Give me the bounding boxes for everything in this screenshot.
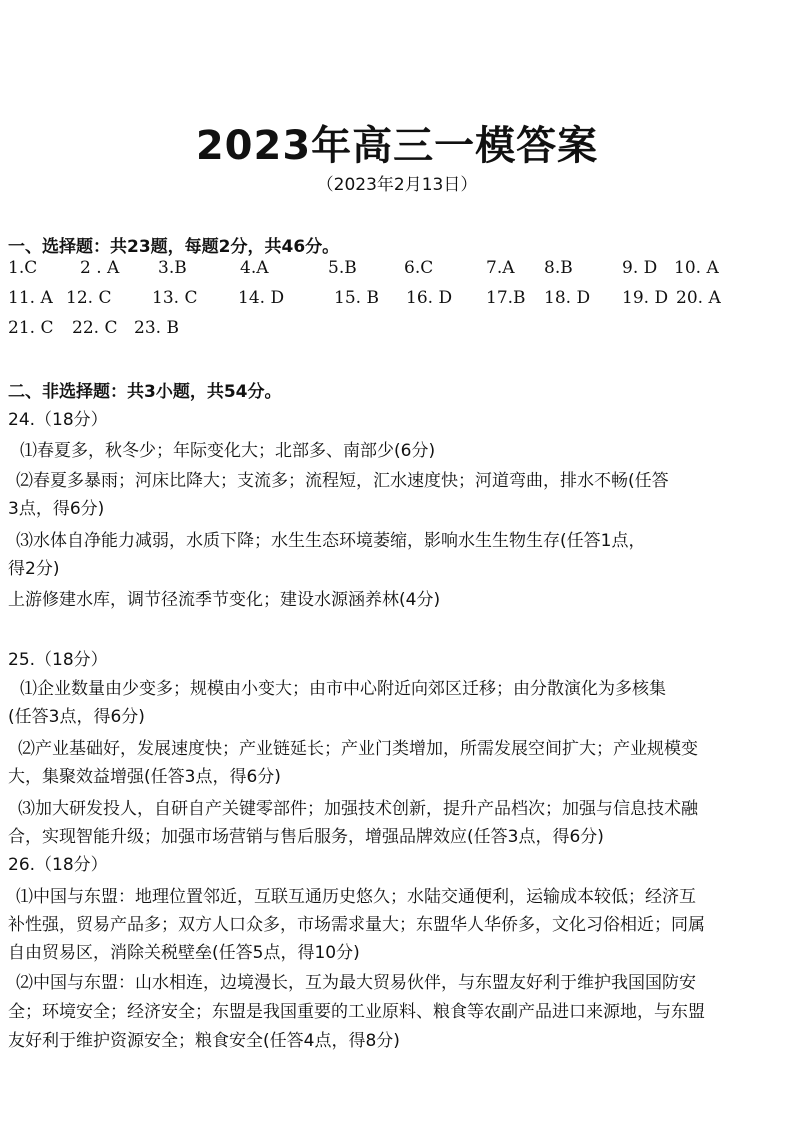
q25-part3-line2: 合，实现智能升级；加强市场营销与售后服务，增强品牌效应(任答3点，得6分)	[8, 827, 604, 847]
q24-part3-line2: 得2分)	[8, 559, 60, 579]
section2-heading: 二、非选择题：共3小题，共54分。	[8, 382, 282, 402]
answer-item: 7.A	[486, 258, 515, 278]
q26-part2-line1: ⑵中国与东盟：山水相连，边境漫长，互为最大贸易伙伴，与东盟友好利于维护我国国防安	[16, 973, 696, 993]
answer-item: 23. B	[134, 318, 179, 338]
answer-item: 18. D	[544, 288, 591, 308]
answer-item: 14. D	[238, 288, 285, 308]
answer-item: 3.B	[158, 258, 187, 278]
q25-part1-line2: (任答3点，得6分)	[8, 707, 145, 727]
answer-item: 15. B	[334, 288, 379, 308]
answer-item: 19. D	[622, 288, 669, 308]
q26-part2-line2: 全；环境安全；经济安全；东盟是我国重要的工业原料、粮食等农副产品进口来源地，与东盟	[8, 1002, 705, 1022]
section1-heading: 一、选择题：共23题，每题2分，共46分。	[8, 237, 340, 257]
q26-part2-line3: 友好利于维护资源安全；粮食安全(任答4点，得8分)	[8, 1031, 400, 1051]
q24-part4: 上游修建水库，调节径流季节变化；建设水源涵养林(4分)	[8, 590, 441, 610]
q24-part2-line2: 3点，得6分)	[8, 499, 105, 519]
q24-part1: ⑴春夏多，秋冬少；年际变化大；北部多、南部少(6分)	[20, 441, 436, 461]
answer-item: 5.B	[328, 258, 357, 278]
q26-part1-line3: 自由贸易区，消除关税壁垒(任答5点，得10分)	[8, 943, 360, 963]
answer-item: 10. A	[674, 258, 719, 278]
q26-label: 26.（18分）	[8, 855, 108, 875]
q25-part2-line1: ⑵产业基础好，发展速度快；产业链延长；产业门类增加，所需发展空间扩大；产业规模变	[18, 739, 698, 759]
q26-part1-line1: ⑴中国与东盟：地理位置邻近，互联互通历史悠久；水陆交通便利，运输成本较低；经济互	[16, 887, 696, 907]
answer-item: 1.C	[8, 258, 38, 278]
q25-part1-line1: ⑴企业数量由少变多；规模由小变大；由市中心附近向郊区迁移；由分散演化为多核集	[20, 679, 666, 699]
page-title: 2023年高三一模答案	[195, 123, 599, 169]
answer-item: 22. C	[72, 318, 118, 338]
answer-item: 13. C	[152, 288, 198, 308]
q25-part3-line1: ⑶加大研发投人，自研自产关键零部件；加强技术创新，提升产品档次；加强与信息技术融	[18, 799, 698, 819]
q24-label: 24.（18分）	[8, 410, 108, 430]
answer-item: 11. A	[8, 288, 53, 308]
q25-label: 25.（18分）	[8, 650, 108, 670]
q25-part2-line2: 大，集聚效益增强(任答3点，得6分)	[8, 767, 281, 787]
q24-part3-line1: ⑶水体自净能力减弱，水质下降；水生生态环境萎缩，影响水生生物生存(任答1点，	[16, 531, 646, 551]
answer-item: 6.C	[404, 258, 434, 278]
answer-item: 12. C	[66, 288, 112, 308]
answer-item: 17.B	[486, 288, 526, 308]
answer-item: 2 . A	[80, 258, 120, 278]
q24-part2-line1: ⑵春夏多暴雨；河床比降大；支流多；流程短，汇水速度快；河道弯曲，排水不畅(任答	[16, 471, 669, 491]
answer-item: 21. C	[8, 318, 54, 338]
q26-part1-line2: 补性强，贸易产品多；双方人口众多，市场需求量大；东盟华人华侨多，文化习俗相近；同属	[8, 915, 705, 935]
exam-date: （2023年2月13日）	[316, 175, 478, 195]
answer-item: 16. D	[406, 288, 453, 308]
answer-item: 8.B	[544, 258, 573, 278]
answer-item: 4.A	[240, 258, 269, 278]
answer-item: 20. A	[676, 288, 721, 308]
answer-item: 9. D	[622, 258, 658, 278]
